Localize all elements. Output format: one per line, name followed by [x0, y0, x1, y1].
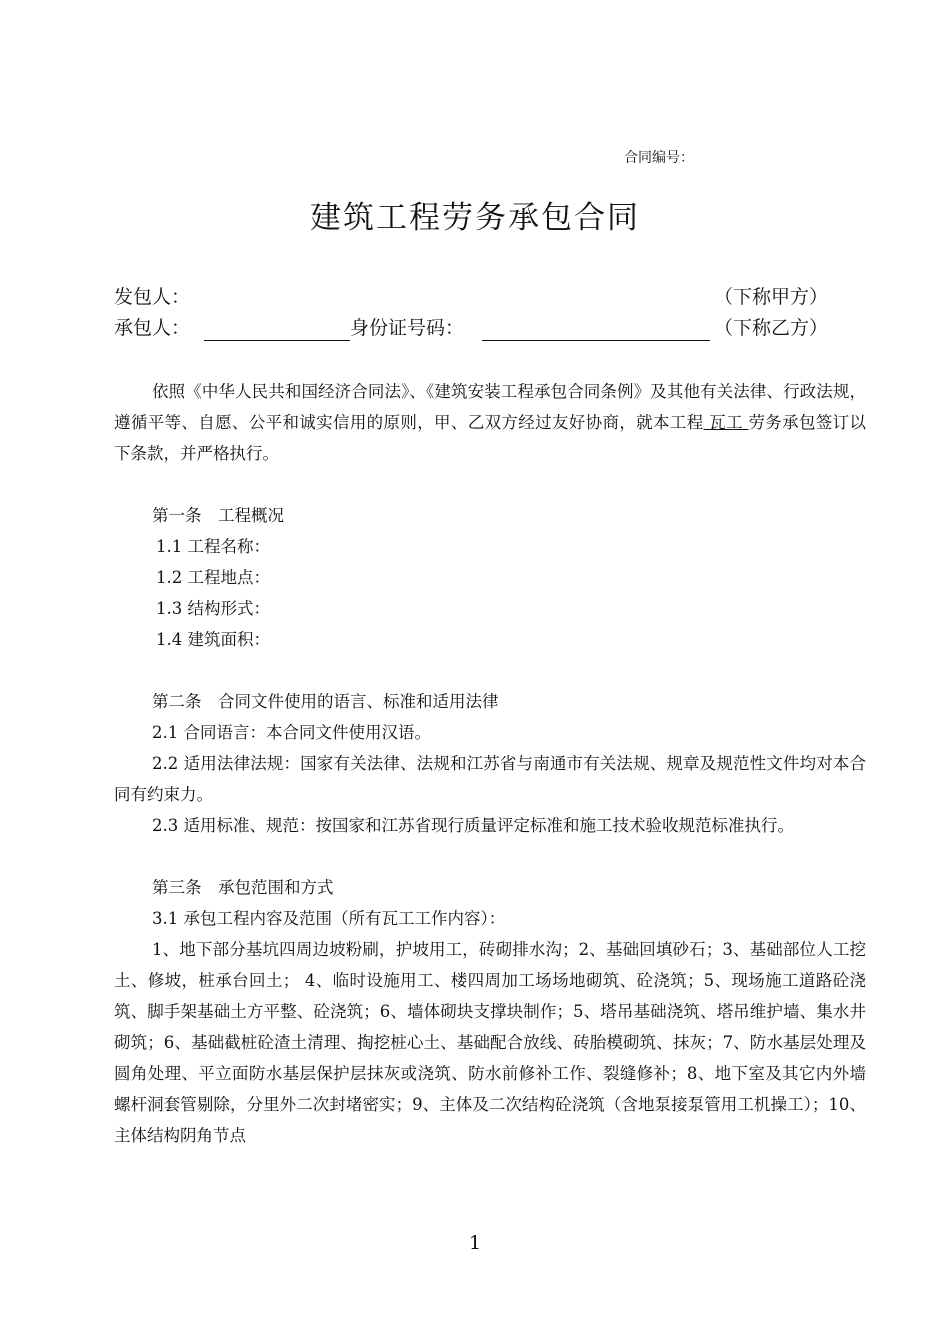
contract-body: [114, 376, 866, 1151]
contractor-name-blank: [204, 340, 350, 341]
preamble-text-before: 依照《中华人民共和国经济合同法》、《建筑安装工程承包合同条例》及其他有关法律、行政法规，遵循平等、自愿、公平和诚实信用的原则，甲、乙双方经过友好协商，就本工程: [114, 382, 866, 432]
contract-number-label: 合同编号：: [624, 150, 694, 166]
article-2-clause: 2.2 适用法律法规：国家有关法律、法规和江苏省与南通市有关法规、规章及规范性文件均对本合同有约束力。: [114, 754, 866, 804]
article-1-item: 1.2 工程地点：: [156, 568, 270, 587]
employer-line: [114, 282, 854, 312]
preamble-paragraph: [114, 376, 866, 469]
contractor-label: 承包人：: [114, 317, 191, 339]
contractor-line: [114, 313, 854, 343]
article-3-heading: 第三条 承包范围和方式: [152, 878, 334, 897]
document-title: 建筑工程劳务承包合同: [310, 200, 640, 236]
article-1-item: 1.4 建筑面积：: [156, 630, 270, 649]
article-1-item: 1.1 工程名称：: [156, 537, 270, 556]
article-1-heading: 第一条 工程概况: [152, 506, 284, 525]
employer-suffix: （下称甲方）: [714, 286, 829, 308]
article-2-heading: 第二条 合同文件使用的语言、标准和适用法律: [152, 692, 499, 711]
id-number-blank: [482, 340, 710, 341]
article-2-clause: 2.3 适用标准、规范：按国家和江苏省现行质量评定标准和施工技术验收规范标准执行。: [152, 816, 794, 835]
contractor-suffix: （下称乙方）: [714, 317, 829, 339]
article-1-item: 1.3 结构形式：: [156, 599, 270, 618]
article-3-scope-list: 1、地下部分基坑四周边坡粉刷，护坡用工，砖砌排水沟；2、基础回填砂石；3、基础部位人工挖土、修坡，桩承台回土； 4、临时设施用工、楼四周加工场场地砌筑、砼浇筑；5、现场施工道路砼浇筑、脚手架基础土方平整、砼浇筑；6、墙体砌块支撑块制作；5、塔吊基础浇筑、塔吊维护墙、集水井砌筑；6、基础截桩砼渣土清理、掏挖桩心土、基础配合放线、砖胎模砌筑、抹灰；7、防水基层处理及圆角处理、平立面防水基层保护层抹灰或浇筑、防水前修补工作、裂缝修补；8、地下室及其它内外墙螺杆洞套管剔除，分里外二次封堵密实；9、主体及二次结构砼浇筑（含地泵接泵管用工机操工）；10、主体结构阴角节点: [114, 940, 866, 1145]
id-number-label: 身份证号码：: [350, 317, 465, 339]
article-2-clause: 2.1 合同语言：本合同文件使用汉语。: [152, 723, 431, 742]
employer-label: 发包人：: [114, 286, 191, 308]
preamble-text-after: 劳务承包签订以下条款，并严格执行。: [114, 413, 867, 463]
article-3-clause: 3.1 承包工程内容及范围（所有瓦工工作内容）：: [152, 909, 506, 928]
work-type-underlined: 瓦工: [703, 413, 749, 432]
page-number: 1: [468, 1232, 482, 1254]
